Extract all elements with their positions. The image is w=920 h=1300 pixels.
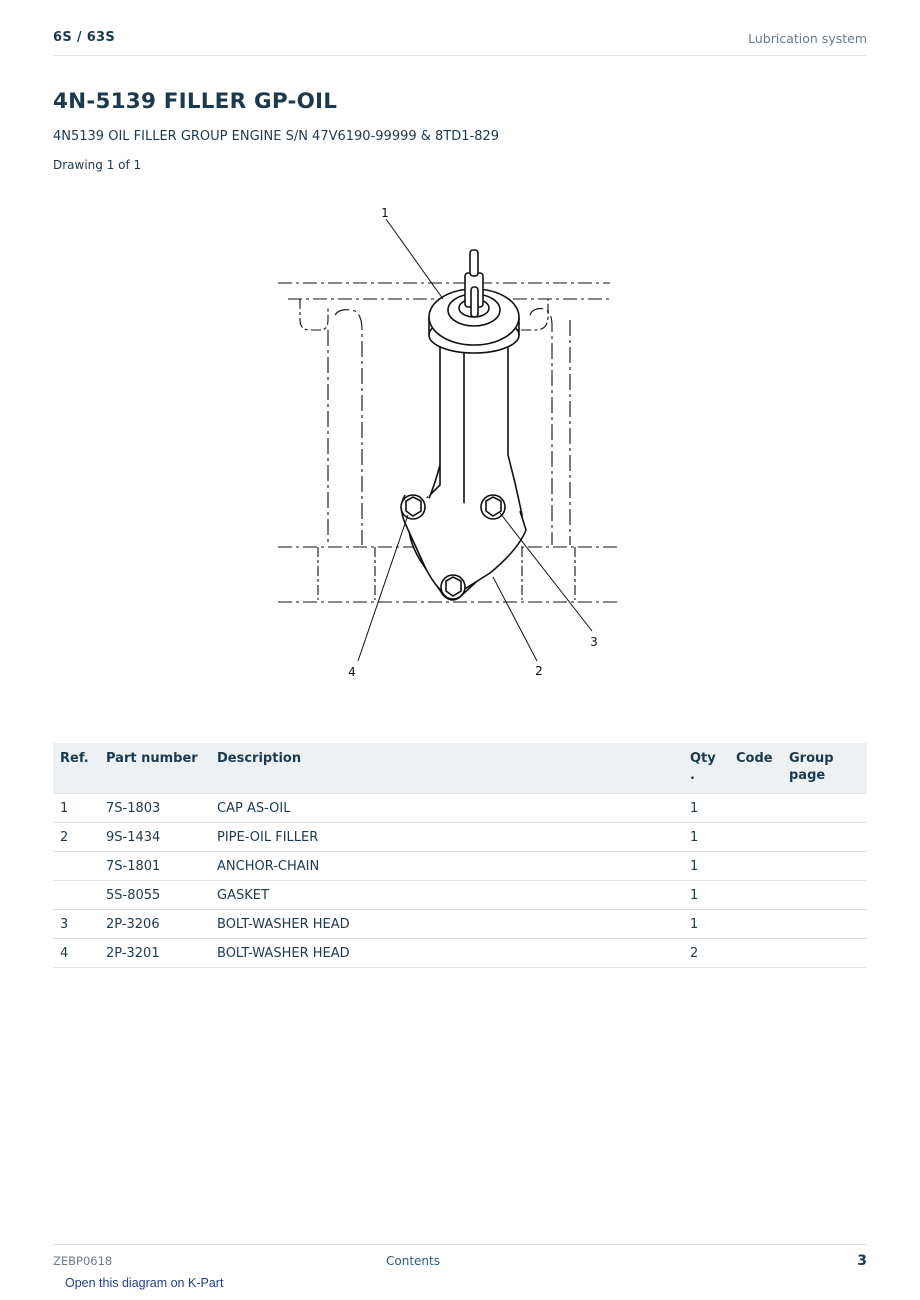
table-row	[53, 794, 867, 823]
cell-description: CAP AS-OIL	[210, 794, 683, 823]
cell-ref: 4	[53, 939, 99, 968]
cell-part-number: 5S-8055	[99, 881, 210, 910]
cell-description: PIPE-OIL FILLER	[210, 823, 683, 852]
column-header-ref: Ref.	[53, 743, 99, 794]
cell-group-page	[782, 939, 867, 968]
cell-qty: 1	[683, 794, 729, 823]
cell-code	[729, 881, 782, 910]
cell-group-page	[782, 881, 867, 910]
cell-part-number: 2P-3201	[99, 939, 210, 968]
cell-ref: 1	[53, 794, 99, 823]
column-header-group-line1: Group	[789, 751, 834, 766]
callout-1: 1	[381, 206, 389, 220]
parts-list-table	[53, 743, 867, 968]
cell-description: GASKET	[210, 881, 683, 910]
cell-description: ANCHOR-CHAIN	[210, 852, 683, 881]
contents-link[interactable]: Contents	[386, 1254, 440, 1268]
cell-part-number: 7S-1803	[99, 794, 210, 823]
page-subtitle: 4N5139 OIL FILLER GROUP ENGINE S/N 47V6190-99999 & 8TD1-829	[53, 129, 500, 144]
table-row	[53, 852, 867, 881]
document-id: ZEBP0618	[53, 1254, 113, 1268]
model-breadcrumb: 6S / 63S	[53, 30, 116, 45]
cell-qty: 1	[683, 852, 729, 881]
table-header-row	[53, 743, 867, 794]
cell-description: BOLT-WASHER HEAD	[210, 939, 683, 968]
cell-part-number: 9S-1434	[99, 823, 210, 852]
column-header-group-page	[782, 743, 867, 794]
parts-diagram	[200, 195, 720, 705]
column-header-qty-line2: .	[690, 768, 695, 783]
page-footer	[53, 1244, 867, 1274]
cell-qty: 1	[683, 910, 729, 939]
cell-code	[729, 852, 782, 881]
cell-code	[729, 939, 782, 968]
cell-group-page	[782, 794, 867, 823]
column-header-qty-line1: Qty	[690, 751, 716, 766]
callout-4: 4	[348, 665, 356, 679]
column-header-group-line2: page	[789, 768, 826, 783]
table-row	[53, 910, 867, 939]
cell-group-page	[782, 852, 867, 881]
table-row	[53, 823, 867, 852]
cell-code	[729, 910, 782, 939]
page-number: 3	[857, 1253, 867, 1269]
page-title: 4N-5139 FILLER GP-OIL	[53, 89, 338, 114]
page-header	[53, 28, 867, 56]
callout-3: 3	[590, 635, 598, 649]
cell-qty: 1	[683, 823, 729, 852]
cell-part-number: 2P-3206	[99, 910, 210, 939]
exploded-view-drawing	[200, 195, 720, 705]
table-row	[53, 881, 867, 910]
callout-2: 2	[535, 664, 543, 678]
cell-ref: 2	[53, 823, 99, 852]
cell-qty: 2	[683, 939, 729, 968]
cell-description: BOLT-WASHER HEAD	[210, 910, 683, 939]
cell-ref: 3	[53, 910, 99, 939]
open-in-kpart-link[interactable]: Open this diagram on K-Part	[65, 1276, 224, 1290]
column-header-description: Description	[210, 743, 683, 794]
cell-code	[729, 823, 782, 852]
cell-ref	[53, 881, 99, 910]
cell-group-page	[782, 910, 867, 939]
cell-ref	[53, 852, 99, 881]
cell-qty: 1	[683, 881, 729, 910]
column-header-qty	[683, 743, 729, 794]
cell-code	[729, 794, 782, 823]
cell-group-page	[782, 823, 867, 852]
oil-filler-cap	[429, 250, 519, 353]
drawing-label: Drawing 1 of 1	[53, 158, 142, 172]
column-header-code: Code	[729, 743, 782, 794]
cell-part-number: 7S-1801	[99, 852, 210, 881]
column-header-part-number: Part number	[99, 743, 210, 794]
table-row	[53, 939, 867, 968]
section-name: Lubrication system	[748, 31, 867, 46]
